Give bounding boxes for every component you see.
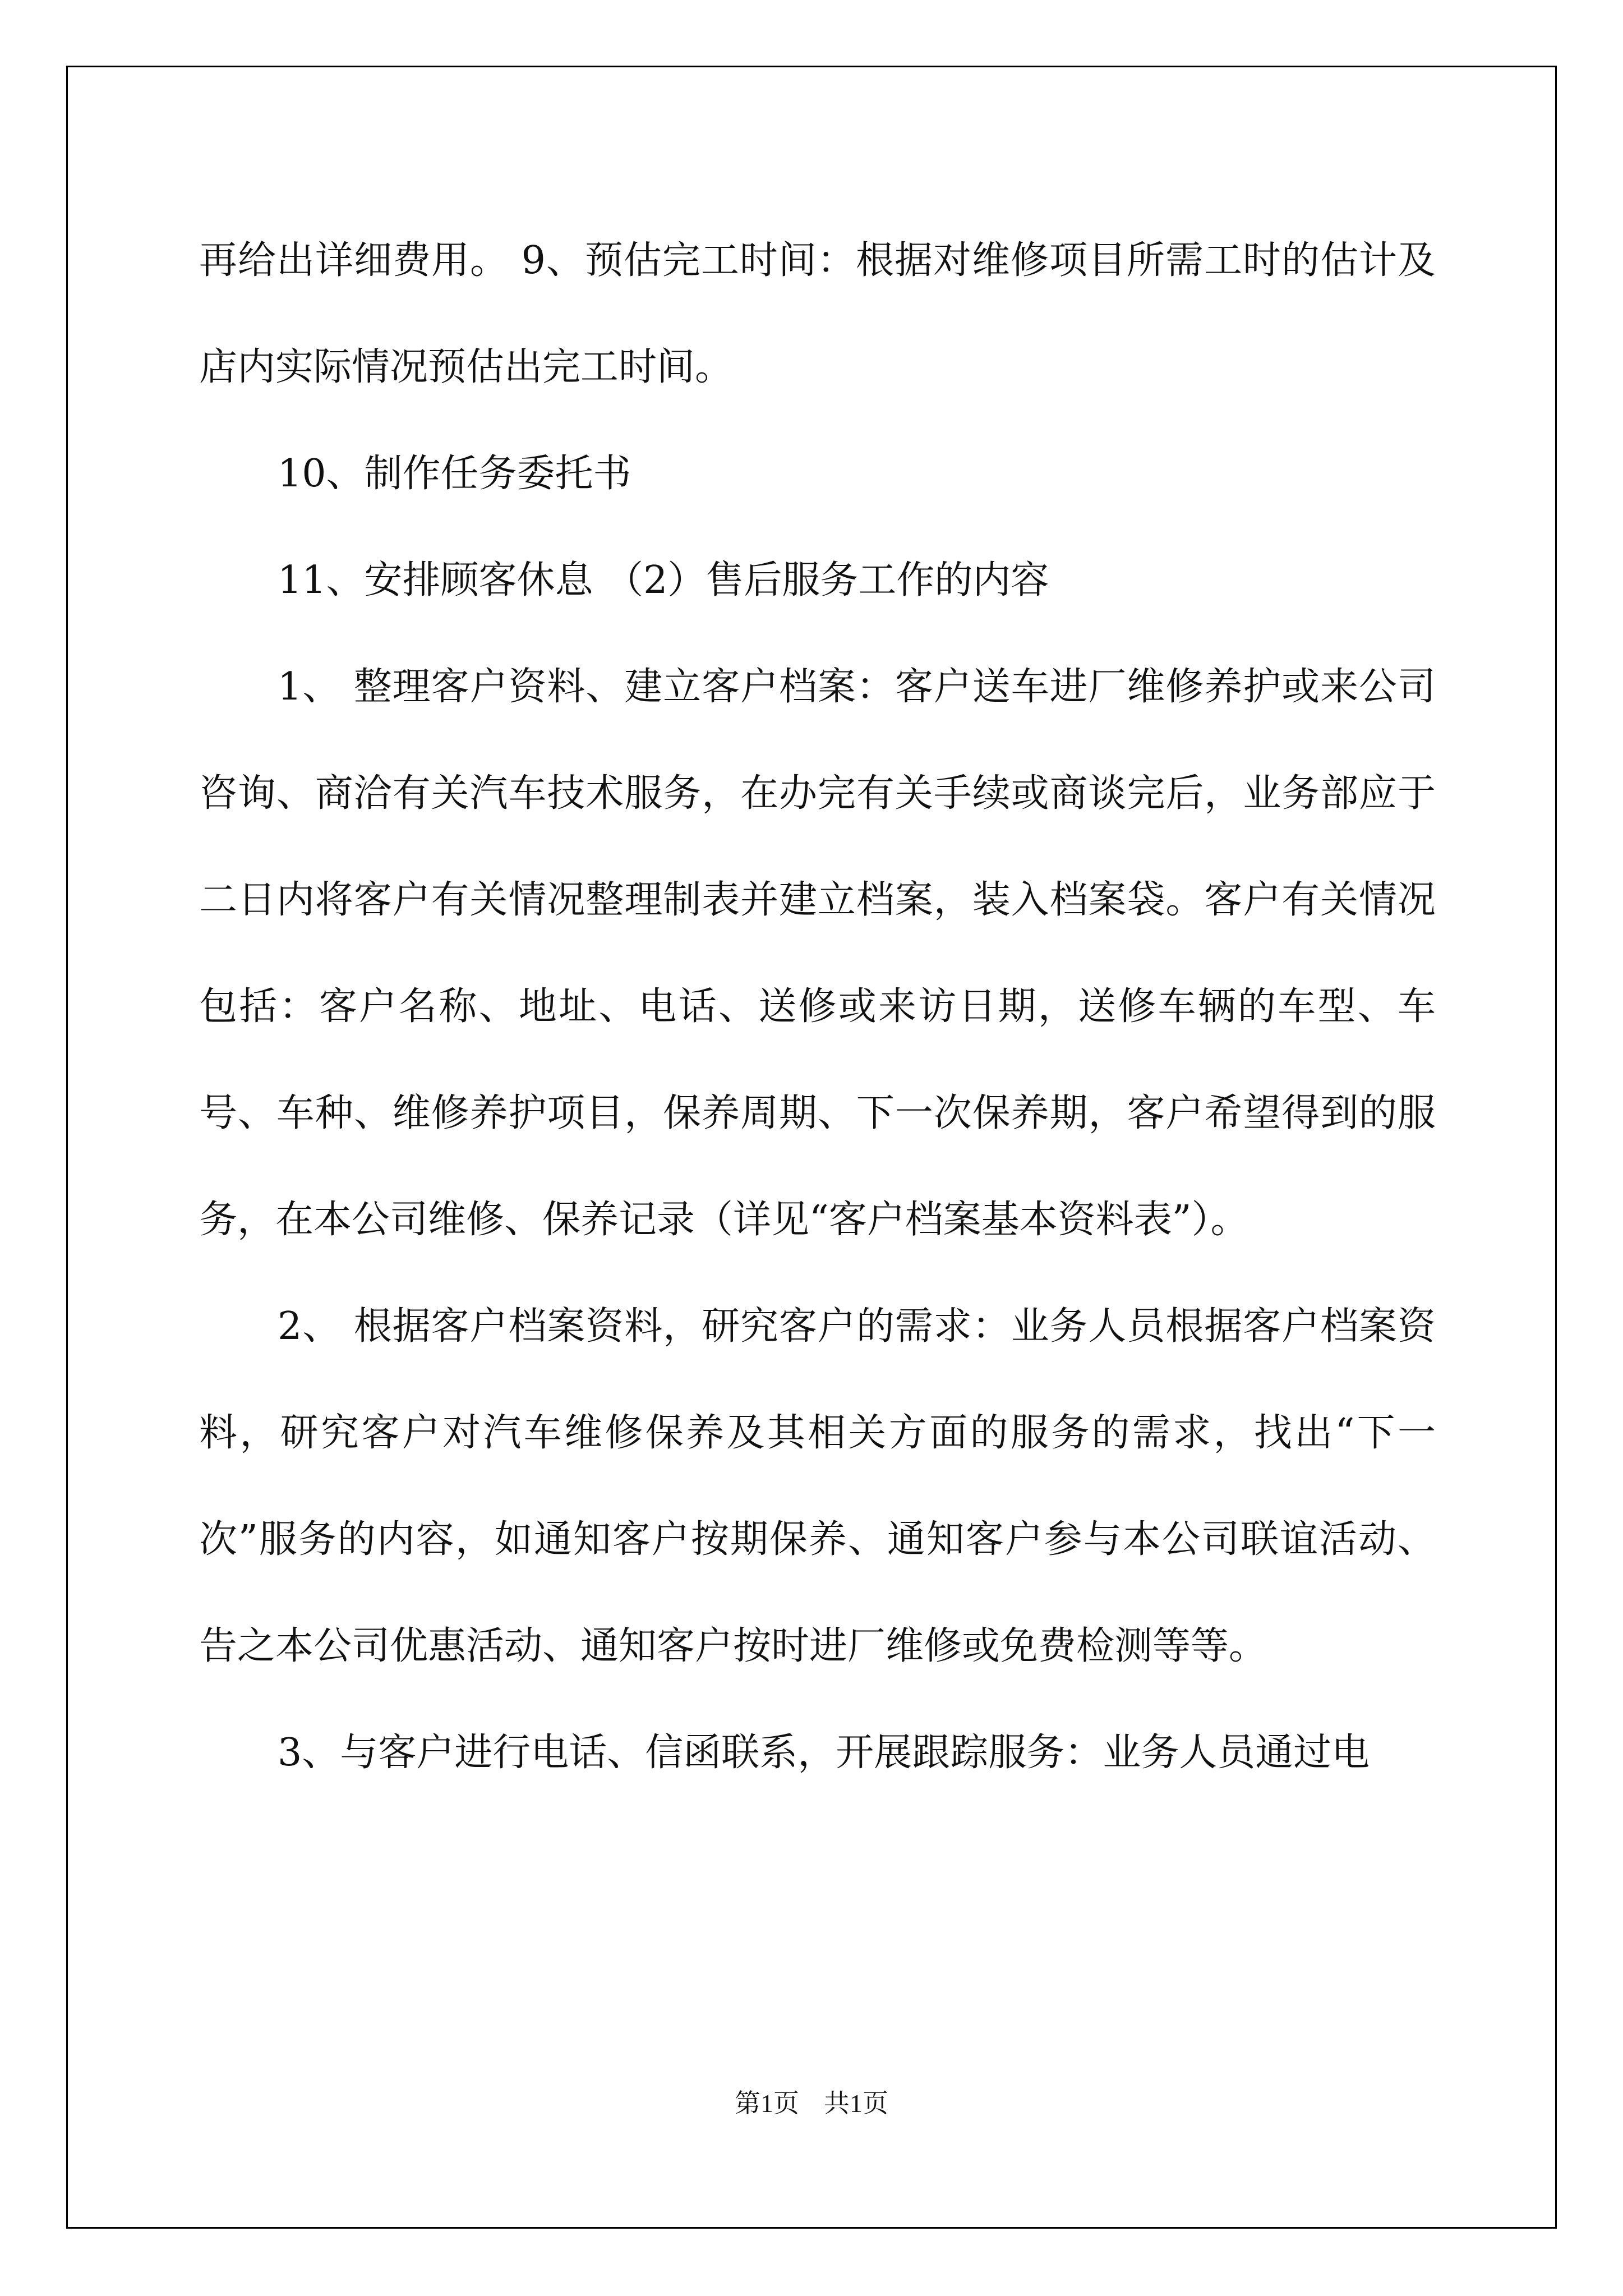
paragraph-service-1: 1、 整理客户资料、建立客户档案：客户送车进厂维修养护或来公司咨询、商洽有关汽车技术服务，在办完有关手续或商谈完后，业务部应于二日内将客户有关情况整理制表并建立档案，装入档案袋。客户有关情况包括：客户名称、地址、电话、送修或来访日期，送修车辆的车型、车号、车种、维修养护项目，保养周期、下一次保养期，客户希望得到的服务，在本公司维修、保养记录（详见“客户档案基本资料表”）。 [199, 665, 1436, 1242]
document-body [199, 208, 1436, 1806]
paragraph-item-10: 10、制作任务委托书 [278, 452, 631, 496]
paragraph-continued: 再给出详细费用。 9、预估完工时间：根据对维修项目所需工时的估计及店内实际情况预估出完工时间。 [199, 238, 1436, 389]
page-footer [0, 2087, 1623, 2120]
page-total: 共1页 [824, 2089, 888, 2118]
paragraph-service-3: 3、与客户进行电话、信函联系，开展跟踪服务：业务人员通过电 [278, 1731, 1370, 1775]
paragraph-service-2: 2、 根据客户档案资料，研究客户的需求：业务人员根据客户档案资料，研究客户对汽车维修保养及其相关方面的服务的需求，找出“下一次”服务的内容，如通知客户按期保养、通知客户参与本公司联谊活动、告之本公司优惠活动、通知客户按时进厂维修或免费检测等等。 [199, 1304, 1436, 1668]
page-number: 第1页 [735, 2089, 799, 2118]
paragraph-item-11: 11、安排顾客休息 （2）售后服务工作的内容 [278, 558, 1049, 602]
